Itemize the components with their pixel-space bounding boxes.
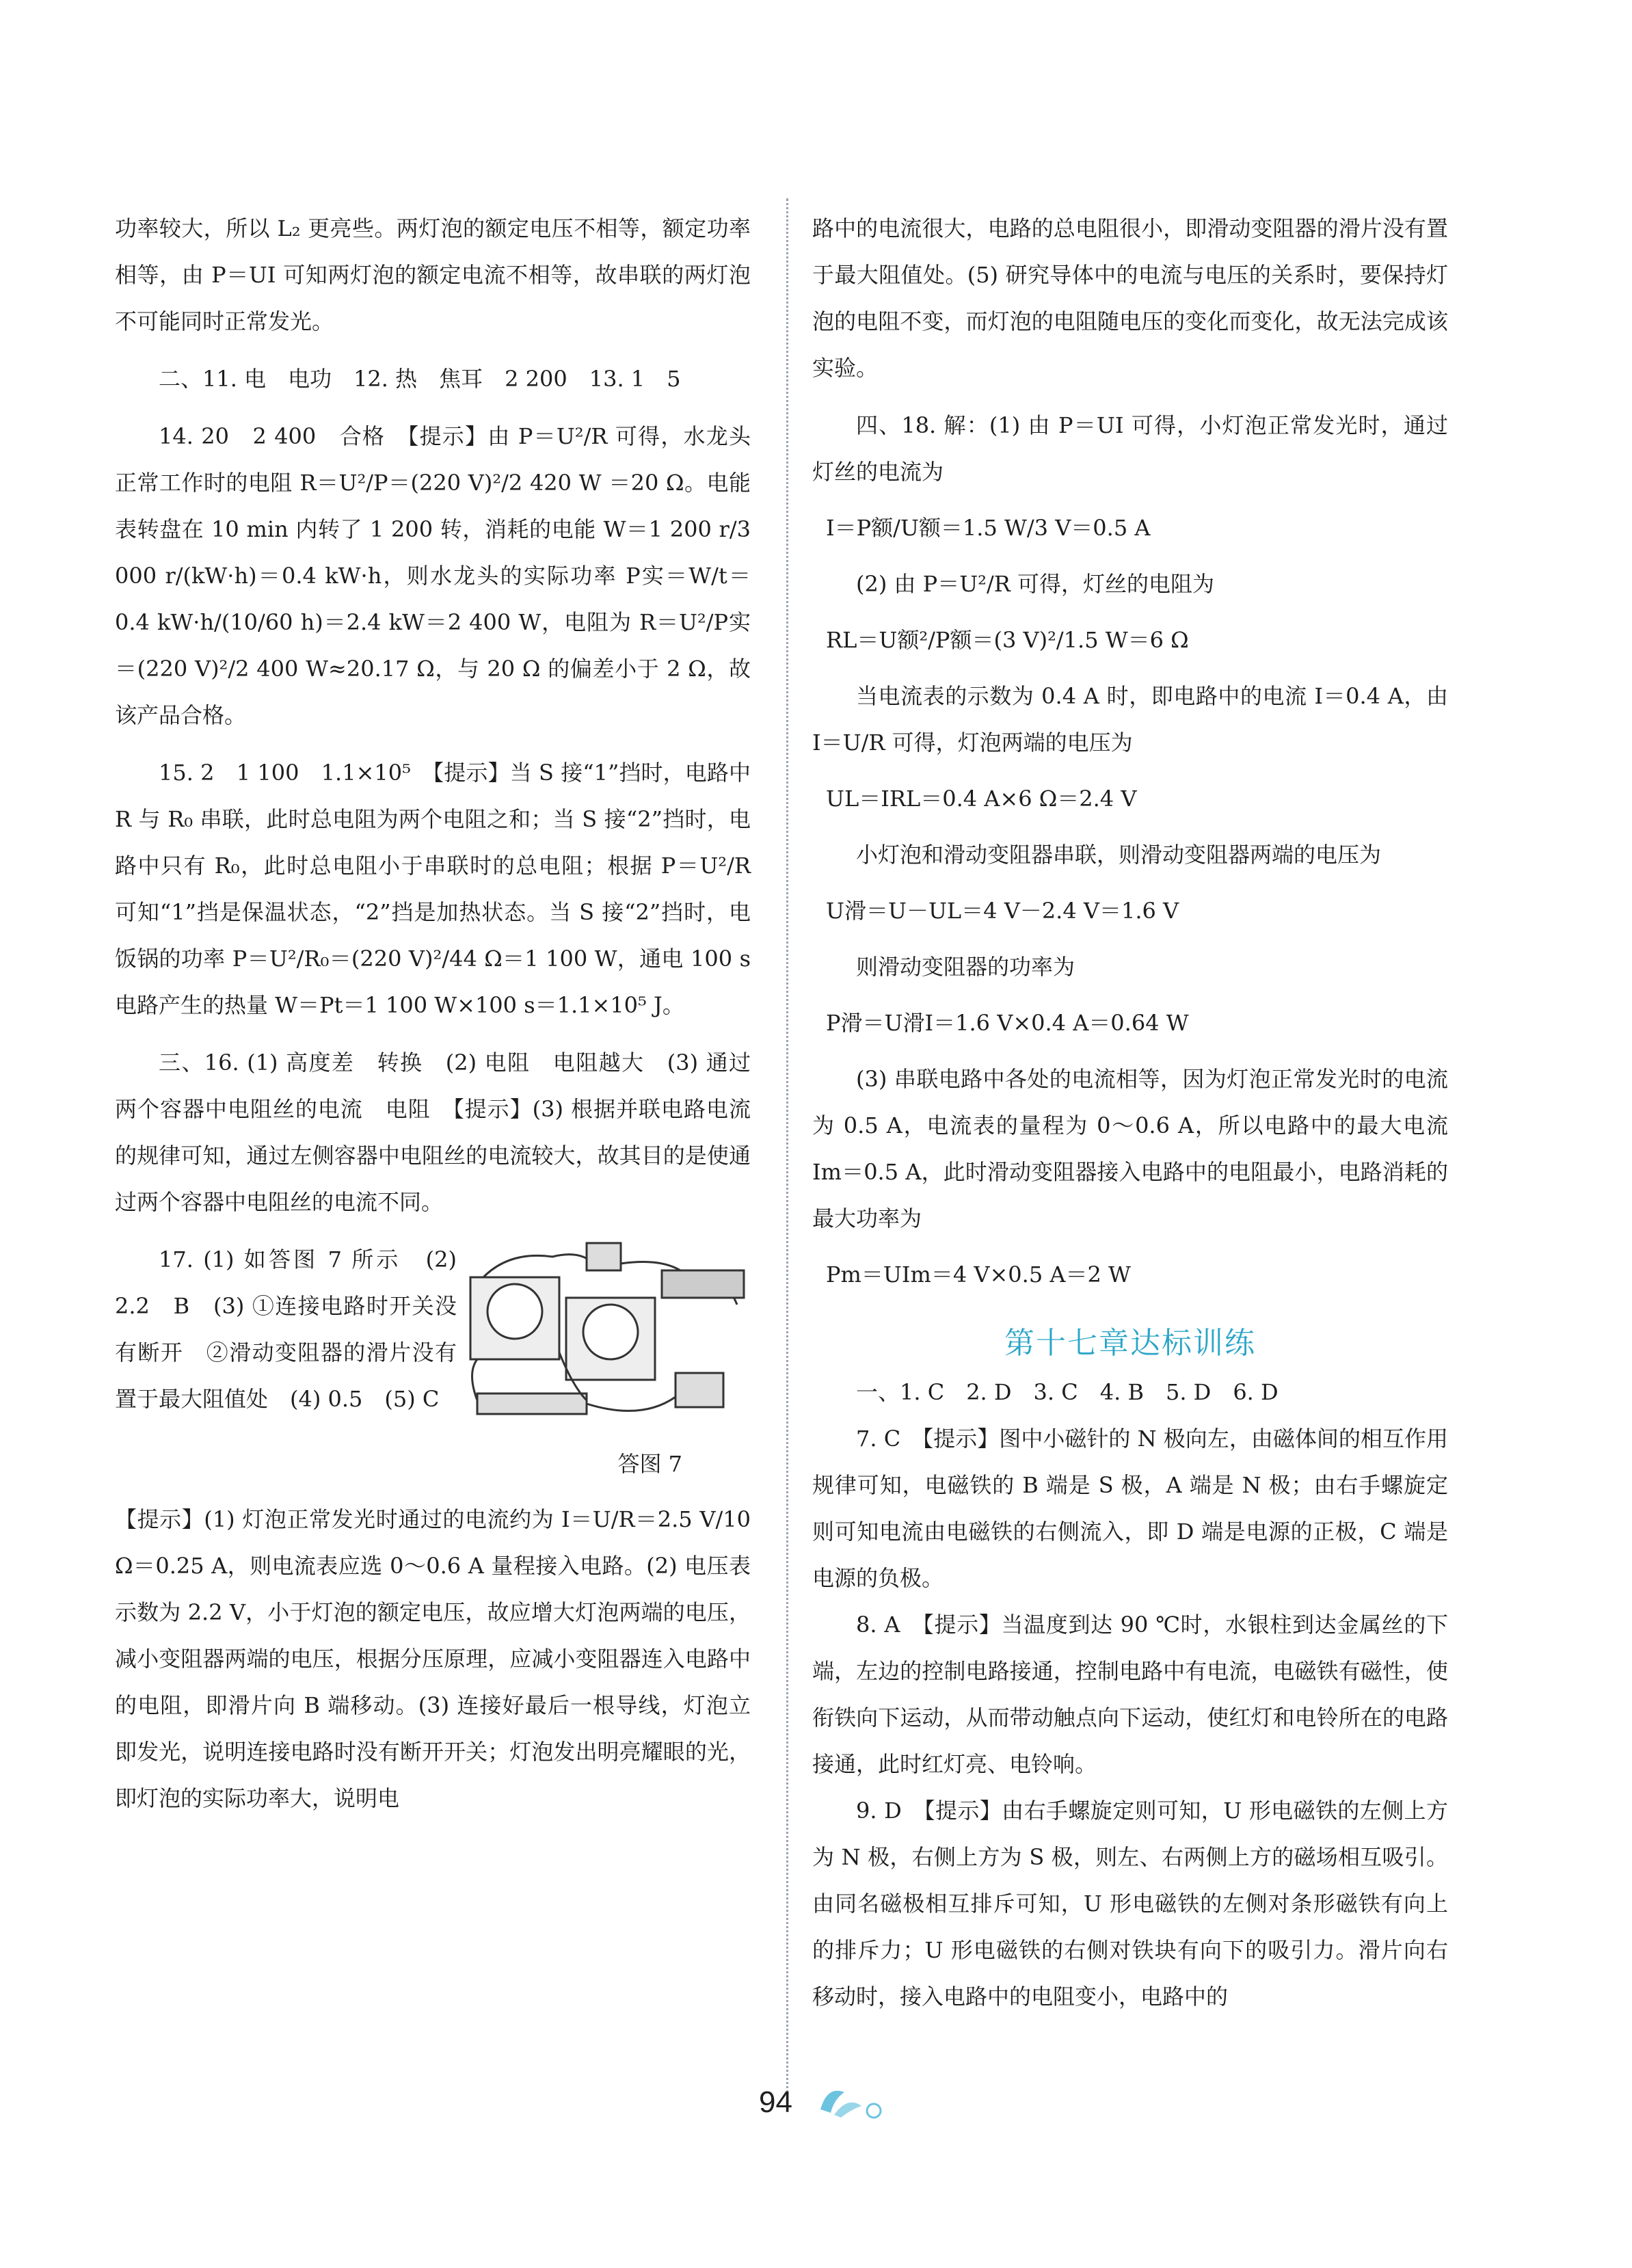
paragraph: 小灯泡和滑动变阻器串联，则滑动变阻器两端的电压为	[856, 842, 1382, 868]
paragraph: 功率较大，所以 L₂ 更亮些。两灯泡的额定电压不相等，额定功率相等，由 P＝UI 可知两灯泡的额定电流不相等，故串联的两灯泡不可能同时正常发光。	[115, 215, 751, 334]
left-column	[115, 205, 751, 1822]
figure-wrap	[115, 1236, 751, 1496]
paragraph: 三、16. (1) 高度差 转换 (2) 电阻 电阻越大 (3) 通过两个容器中电阻丝的电流 电阻 【提示】(3) 根据并联电路电流的规律可知，通过左侧容器中电阻丝的电流较大，故其目的是使通过两个容器中电阻丝的电流不同。	[115, 1050, 751, 1215]
equation: UL＝IRL＝0.4 A×6 Ω＝2.4 V	[826, 786, 1137, 812]
page-number: 94	[759, 2085, 792, 2119]
paragraph: (2) 由 P＝U²/R 可得，灯丝的电阻为	[856, 571, 1215, 597]
figure-caption: 答图 7	[617, 1451, 682, 1477]
chapter-title: 第十七章达标训练	[1004, 1326, 1256, 1361]
column-divider	[786, 198, 788, 2106]
paragraph: 四、18. 解：(1) 由 P＝UI 可得，小灯泡正常发光时，通过灯丝的电流为	[812, 412, 1448, 485]
equation: P滑＝U滑I＝1.6 V×0.4 A＝0.64 W	[826, 1010, 1189, 1036]
paragraph: 9. D 【提示】由右手螺旋定则可知，U 形电磁铁的左侧上方为 N 极，右侧上方为 S 极，则左、右两侧上方的磁场相互吸引。由同名磁极相互排斥可知，U 形电磁铁的左侧对条形磁铁有向上的排斥力；U 形电磁铁的右侧对铁块有向下的吸引力。滑片向右移动时，接入电路中的电阻变小，电路中的	[812, 1798, 1448, 2010]
right-column	[812, 205, 1448, 2020]
paragraph: (3) 串联电路中各处的电流相等，因为灯泡正常发光时的电流为 0.5 A，电流表的量程为 0～0.6 A，所以电路中的最大电流 Im＝0.5 A，此时滑动变阻器接入电路中的电阻最小，电路消耗的最大功率为	[812, 1066, 1448, 1231]
paragraph: 7. C 【提示】图中小磁针的 N 极向左，由磁体间的相互作用规律可知，电磁铁的 B 端是 S 极，A 端是 N 极；由右手螺旋定则可知电流由电磁铁的右侧流入，即 D 端是电源的正极，C 端是电源的负极。	[812, 1426, 1448, 1591]
paragraph: 8. A 【提示】当温度到达 90 ℃时，水银柱到达金属丝的下端，左边的控制电路接通，控制电路中有电流，电磁铁有磁性，使衔铁向下运动，从而带动触点向下运动，使红灯和电铃所在的电路接通，此时红灯亮、电铃响。	[812, 1612, 1448, 1777]
paragraph: 【提示】(1) 灯泡正常发光时通过的电流约为 I＝U/R＝2.5 V/10 Ω＝0.25 A，则电流表应选 0～0.6 A 量程接入电路。(2) 电压表示数为 2.2 V，小于灯泡的额定电压，故应增大灯泡两端的电压，减小变阻器两端的电压，根据分压原理，应减小变阻器连入电路中的电阻，即滑片向 B 端移动。(3) 连接好最后一根导线，灯泡立即发光，说明连接电路时没有断开开关；灯泡发出明亮耀眼的光，即灯泡的实际功率大，说明电	[115, 1506, 751, 1811]
circuit-figure	[464, 1236, 751, 1441]
paragraph: 当电流表的示数为 0.4 A 时，即电路中的电流 I＝0.4 A，由 I＝U/R 可得，灯泡两端的电压为	[812, 683, 1448, 756]
paragraph: 17. (1) 如答图 7 所示 (2) 2.2 B (3) ①连接电路时开关没有断开 ②滑动变阻器的滑片没有置于最大阻值处 (4) 0.5 (5) C	[115, 1246, 457, 1412]
equation: RL＝U额²/P额＝(3 V)²/1.5 W＝6 Ω	[826, 627, 1189, 653]
paragraph: 路中的电流很大，电路的总电阻很小，即滑动变阻器的滑片没有置于最大阻值处。(5) 研究导体中的电流与电压的关系时，要保持灯泡的电阻不变，而灯泡的电阻随电压的变化而变化，故无法完成该实验。	[812, 215, 1448, 381]
paragraph: 一、1. C 2. D 3. C 4. B 5. D 6. D	[856, 1379, 1279, 1405]
paragraph: 二、11. 电 电功 12. 热 焦耳 2 200 13. 1 5	[159, 366, 681, 392]
equation: Pm＝UIm＝4 V×0.5 A＝2 W	[826, 1262, 1131, 1288]
leaf-ornament-icon	[814, 2082, 889, 2123]
equation: I＝P额/U额＝1.5 W/3 V＝0.5 A	[826, 515, 1151, 541]
paragraph: 15. 2 1 100 1.1×10⁵ 【提示】当 S 接“1”挡时，电路中 R 与 R₀ 串联，此时总电阻为两个电阻之和；当 S 接“2”挡时，电路中只有 R₀，此时总电阻小于串联时的总电阻；根据 P＝U²/R 可知“1”挡是保温状态，“2”挡是加热状态。当 S 接“2”挡时，电饭锅的功率 P＝U²/R₀＝(220 V)²/44 Ω＝1 100 W，通电 100 s 电路产生的热量 W＝Pt＝1 100 W×100 s＝1.1×10⁵ J。	[115, 760, 751, 1018]
equation: U滑＝U－UL＝4 V－2.4 V＝1.6 V	[826, 898, 1179, 924]
paragraph: 14. 20 2 400 合格 【提示】由 P＝U²/R 可得，水龙头正常工作时的电阻 R＝U²/P＝(220 V)²/2 420 W ＝20 Ω。电能表转盘在 10 min 内转了 1 200 转，消耗的电能 W＝1 200 r/3 000 r/(kW·h)＝0.4 kW·h，则水龙头的实际功率 P实＝W/t＝0.4 kW·h/(10/60 h)＝2.4 kW＝2 400 W，电阻为 R＝U²/P实＝(220 V)²/2 400 W≈20.17 Ω，与 20 Ω 的偏差小于 2 Ω，故该产品合格。	[115, 423, 751, 728]
paragraph: 则滑动变阻器的功率为	[856, 954, 1075, 980]
